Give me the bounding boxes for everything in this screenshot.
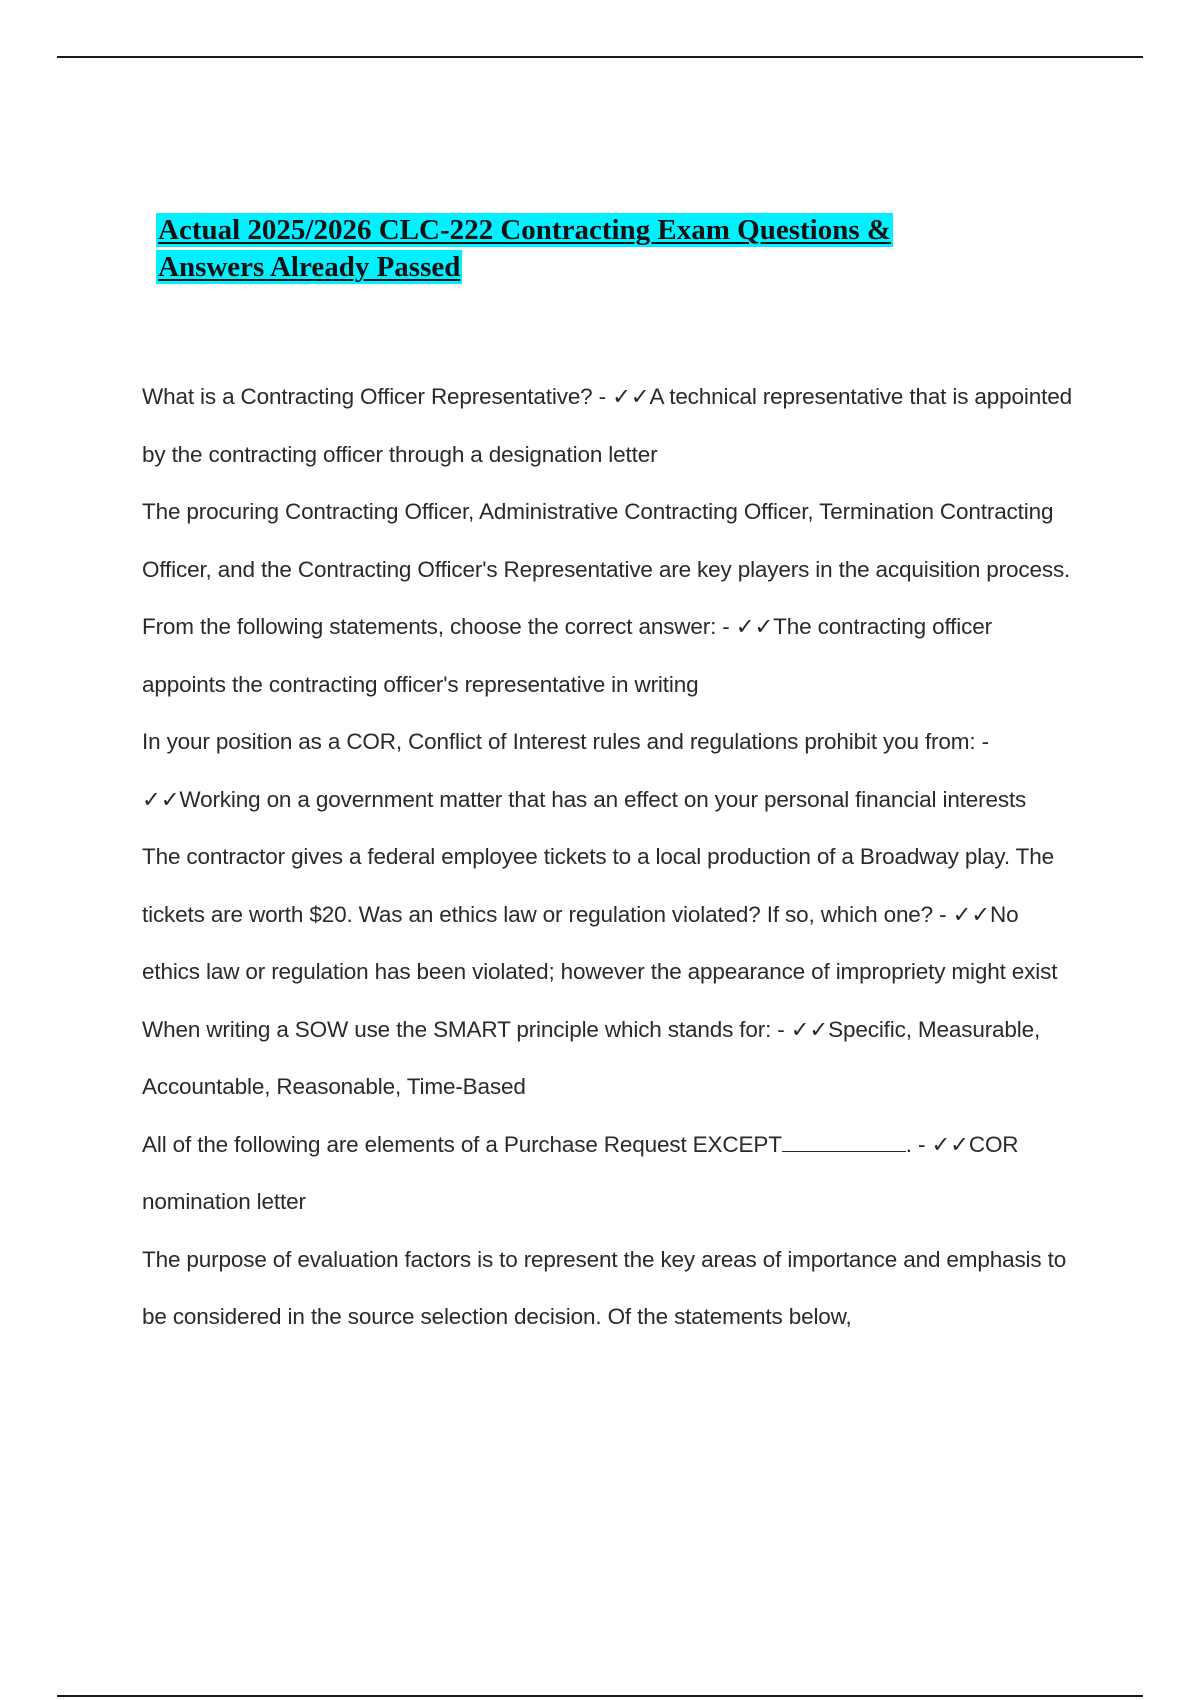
question-text: The purpose of evaluation factors is to represent the key areas of importance and emphasis to be considered in the source selection decision. Of the statements below, <box>142 1246 1067 1329</box>
question-text: What is a Contracting Officer Representative? - <box>142 384 613 409</box>
qa-item-3 <box>142 713 1077 828</box>
qa-item-1 <box>142 368 1077 483</box>
answer-text: ✓✓The contracting officer appoints the contracting officer's representative in writing <box>142 614 992 697</box>
question-text: The procuring Contracting Officer, Administrative Contracting Officer, Termination Contracting Officer, and the Contracting Officer's Representative are key players in the acquisition process. From the following statements, choose the correct answer: - <box>142 499 1071 639</box>
fill-in-blank <box>782 1131 906 1152</box>
question-text: The contractor gives a federal employee tickets to a local production of a Broadway play. The tickets are worth $20. Was an ethics law or regulation violated? If so, which one? - <box>142 844 1054 927</box>
answer-text: ✓✓Working on a government matter that has an effect on your personal financial interests <box>142 786 1027 812</box>
qa-item-2 <box>142 483 1077 713</box>
question-text: All of the following are elements of a Purchase Request EXCEPT <box>142 1131 782 1157</box>
answer-text: ✓✓COR nomination letter <box>142 1131 1019 1214</box>
title-line-2: Answers Already Passed <box>158 251 461 283</box>
qa-item-7 <box>142 1231 1077 1346</box>
title-line-1: Actual 2025/2026 CLC-222 Contracting Exam Questions & <box>158 214 892 246</box>
document-body <box>142 368 1077 1346</box>
answer-text: ✓✓A technical representative that is appointed by the contracting officer through a designation letter <box>142 384 1072 467</box>
question-text-end: . - <box>905 1131 932 1157</box>
header-rule <box>57 56 1143 58</box>
question-text: When writing a SOW use the SMART principle which stands for: - <box>142 1016 791 1042</box>
answer-text: ✓✓No ethics law or regulation has been violated; however the appearance of impropriety might exist <box>142 901 1058 984</box>
answer-text: ✓✓Specific, Measurable, Accountable, Reasonable, Time-Based <box>142 1016 1041 1099</box>
question-text: In your position as a COR, Conflict of Interest rules and regulations prohibit you from: - <box>142 729 989 754</box>
qa-item-4 <box>142 828 1077 1001</box>
footer-rule <box>57 1695 1143 1697</box>
qa-item-6 <box>142 1116 1077 1231</box>
document-title <box>156 212 1056 286</box>
qa-item-5 <box>142 1001 1077 1116</box>
